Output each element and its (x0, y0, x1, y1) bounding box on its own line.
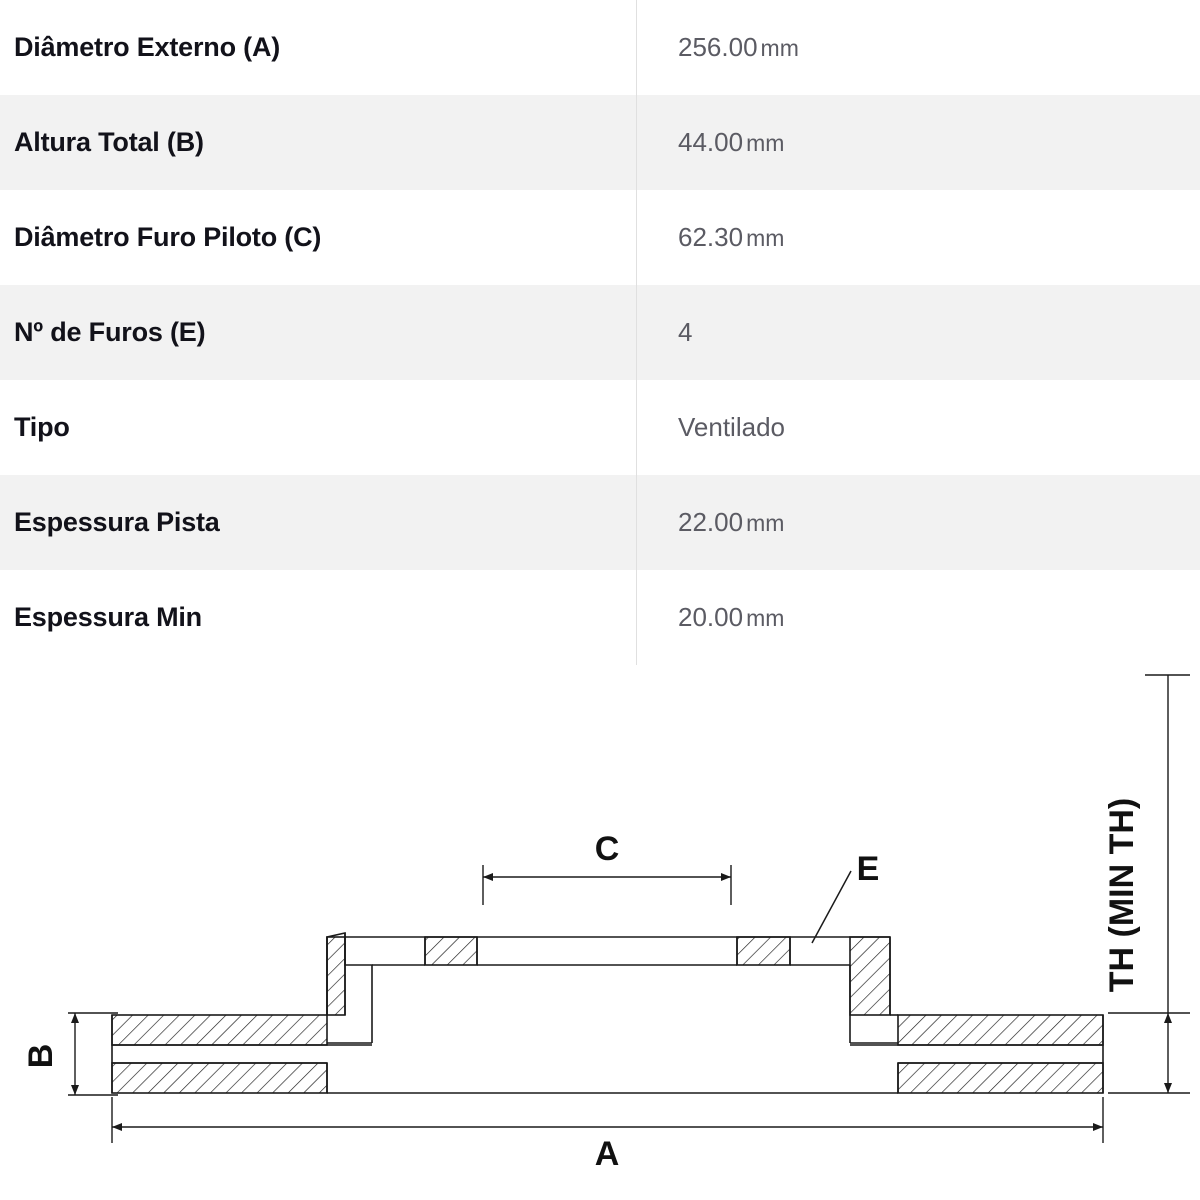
spec-value-number: 20.00 (678, 602, 744, 632)
spec-value-unit: mm (760, 35, 799, 61)
table-row (0, 190, 1200, 285)
brake-disc-cross-section-diagram (0, 665, 1200, 1200)
dimension-label-th: TH (MIN TH) (1103, 797, 1141, 993)
table-column-divider (636, 0, 637, 665)
spec-label: Nº de Furos (E) (14, 317, 206, 347)
spec-value (650, 380, 1200, 475)
dimension-label-e: E (856, 850, 880, 888)
spec-value (650, 190, 1200, 285)
table-row (0, 475, 1200, 570)
spec-value-unit: mm (746, 605, 785, 631)
table-row (0, 570, 1200, 665)
spec-label: Tipo (14, 412, 70, 442)
spec-label: Diâmetro Furo Piloto (C) (14, 222, 322, 252)
table-row (0, 380, 1200, 475)
spec-value-unit: mm (746, 225, 785, 251)
spec-value (650, 0, 1200, 95)
dimension-label-b: B (22, 1043, 60, 1069)
spec-value (650, 95, 1200, 190)
spec-value-unit: mm (746, 130, 785, 156)
spec-value-number: 62.30 (678, 222, 744, 252)
table-row (0, 285, 1200, 380)
spec-label: Espessura Min (14, 602, 202, 632)
spec-label: Diâmetro Externo (A) (14, 32, 281, 62)
spec-value (650, 475, 1200, 570)
spec-value-unit: mm (746, 510, 785, 536)
spec-value-number: 44.00 (678, 127, 744, 157)
spec-value (650, 285, 1200, 380)
spec-value-number: 22.00 (678, 507, 744, 537)
spec-value-number: 256.00 (678, 32, 758, 62)
dimension-label-a: A (594, 1135, 620, 1173)
spec-value-number: Ventilado (678, 412, 785, 442)
table-row (0, 95, 1200, 190)
spec-label: Altura Total (B) (14, 127, 204, 157)
spec-value-number: 4 (678, 317, 693, 347)
table-row (0, 0, 1200, 95)
dimension-label-c: C (594, 830, 620, 868)
spec-label: Espessura Pista (14, 507, 220, 537)
spec-value (650, 570, 1200, 665)
